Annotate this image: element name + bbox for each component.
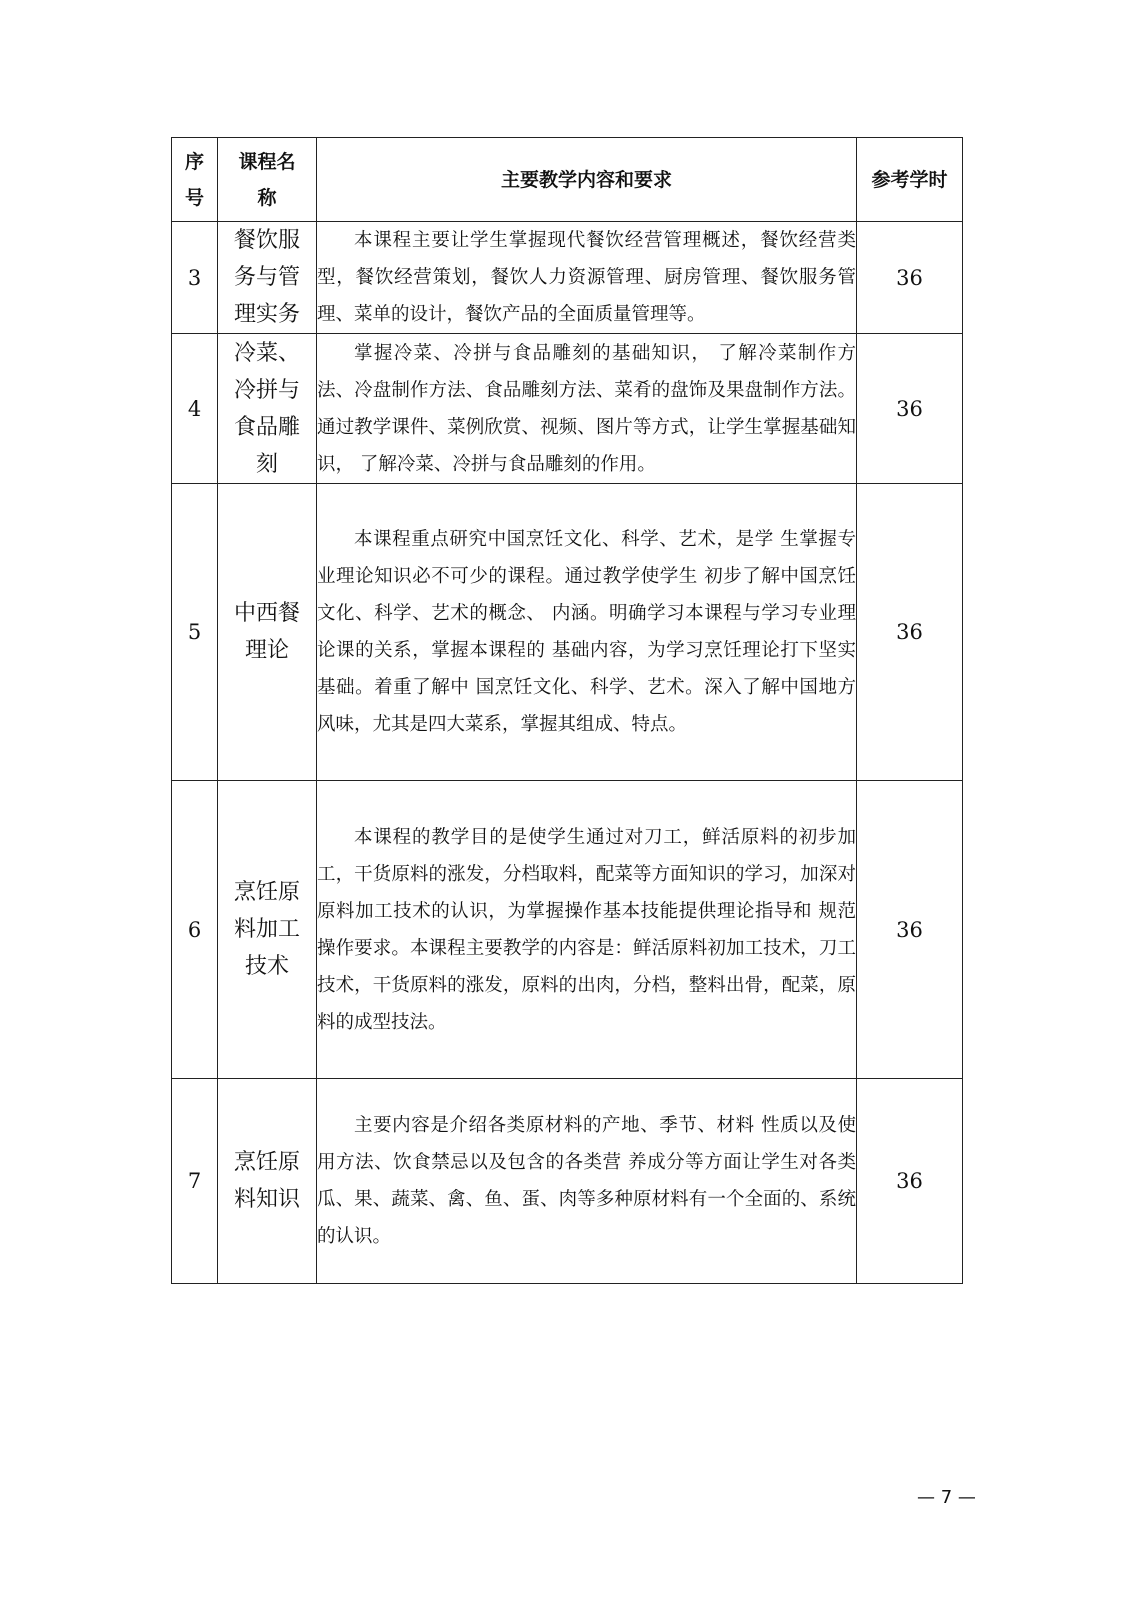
course-hours: 36 xyxy=(857,484,963,781)
table-row xyxy=(172,1079,963,1284)
course-content: 本课程重点研究中国烹饪文化、科学、艺术，是学 生掌握专业理论知识必不可少的课程。通过教学使学生 初步了解中国烹饪文化、科学、艺术的概念、 内涵。明确学习本课程与学习专业理论课的关系，掌握本课程的 基础内容，为学习烹饪理论打下坚实基础。着重了解中 国烹饪文化、科学、艺术。深入了解中国地方风味，尤其是四大菜系，掌握其组成、特点。 xyxy=(317,484,857,781)
table-row xyxy=(172,334,963,484)
course-hours: 36 xyxy=(857,1079,963,1284)
row-number: 3 xyxy=(172,222,218,334)
row-number: 4 xyxy=(172,334,218,484)
row-number: 5 xyxy=(172,484,218,781)
header-number: 序号 xyxy=(172,138,218,222)
course-hours: 36 xyxy=(857,222,963,334)
course-name: 餐饮服务与管理实务 xyxy=(218,222,317,334)
course-content: 掌握冷菜、冷拼与食品雕刻的基础知识， 了解冷菜制作方法、冷盘制作方法、食品雕刻方法、菜肴的盘饰及果盘制作方法。通过教学课件、菜例欣赏、视频、图片等方式，让学生掌握基础知识， 了解冷菜、冷拼与食品雕刻的作用。 xyxy=(317,334,857,484)
course-name: 冷菜、冷拼与食品雕刻 xyxy=(218,334,317,484)
table-row xyxy=(172,484,963,781)
course-content: 本课程主要让学生掌握现代餐饮经营管理概述，餐饮经营类型，餐饮经营策划，餐饮人力资源管理、厨房管理、餐饮服务管理、菜单的设计，餐饮产品的全面质量管理等。 xyxy=(317,222,857,334)
course-hours: 36 xyxy=(857,334,963,484)
course-name: 烹饪原料加工技术 xyxy=(218,781,317,1079)
course-hours: 36 xyxy=(857,781,963,1079)
header-content: 主要教学内容和要求 xyxy=(317,138,857,222)
page-number: — 7 — xyxy=(917,1487,976,1508)
course-name: 烹饪原料知识 xyxy=(218,1079,317,1284)
row-number: 6 xyxy=(172,781,218,1079)
header-name: 课程名称 xyxy=(218,138,317,222)
row-number: 7 xyxy=(172,1079,218,1284)
course-name: 中西餐理论 xyxy=(218,484,317,781)
course-content: 主要内容是介绍各类原材料的产地、季节、材料 性质以及使用方法、饮食禁忌以及包含的各类营 养成分等方面让学生对各类瓜、果、蔬菜、禽、鱼、蛋、肉等多种原材料有一个全面的、系统的认识。 xyxy=(317,1079,857,1284)
course-content: 本课程的教学目的是使学生通过对刀工，鲜活原料的初步加工，干货原料的涨发，分档取料，配菜等方面知识的学习，加深对原料加工技术的认识，为掌握操作基本技能提供理论指导和 规范操作要求。本课程主要教学的内容是：鲜活原料初加工技术，刀工技术，干货原料的涨发，原料的出肉，分档，整料出骨，配菜，原料的成型技法。 xyxy=(317,781,857,1079)
table-row xyxy=(172,222,963,334)
header-row xyxy=(172,138,963,222)
header-hours: 参考学时 xyxy=(857,138,963,222)
course-table xyxy=(171,137,963,1284)
table-row xyxy=(172,781,963,1079)
